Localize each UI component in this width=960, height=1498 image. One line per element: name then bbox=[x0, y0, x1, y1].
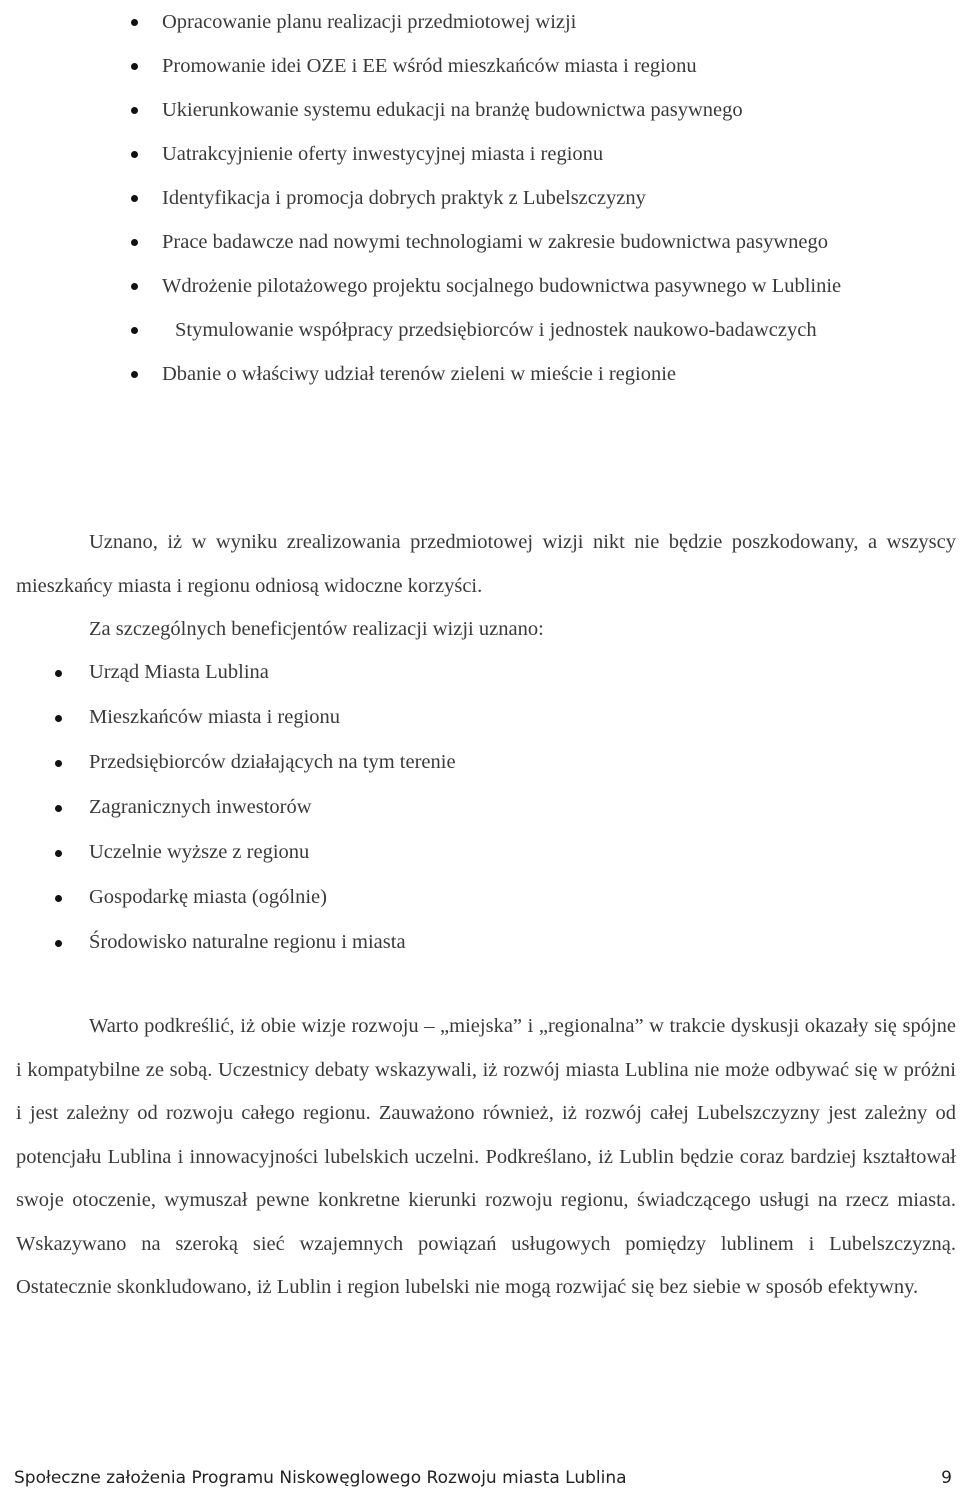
bullet-icon bbox=[131, 371, 138, 378]
paragraph-visions-coherence: Warto podkreślić, iż obie wizje rozwoju – „miejska” i „regionalna” w trakcie dyskusji okazały się spójne i kompatybilne ze sobą. Uczestnicy debaty wskazywali, iż rozwój miasta Lublina nie może odbywać się w próżni i jest zależny od rozwoju całego regionu. Zauważono również, iż rozwój całej Lubelszczyzny jest zależny od potencjału Lublina i innowacyjności lubelskich uczelni. Podkreślano, iż Lublin będzie coraz bardziej kształtował swoje otoczenie, wymuszał pewne konkretne kierunki rozwoju regionu, świadczącego usługi na rzecz miasta. Wskazywano na szeroką sieć wzajemnych powiązań usługowych pomiędzy lublinem i Lubelszczyzną. Ostatecznie skonkludowano, iż Lublin i region lubelski nie mogą rozwijać się bez siebie w sposób efektywny. bbox=[16, 1015, 956, 1298]
bullet-icon bbox=[131, 107, 138, 114]
list-item: Prace badawcze nad nowymi technologiami w zakresie budownictwa pasywnego bbox=[0, 220, 960, 264]
list-item: Uczelnie wyższe z regionu bbox=[0, 830, 960, 875]
page-footer bbox=[14, 1468, 952, 1488]
list-item: Opracowanie planu realizacji przedmiotowej wizji bbox=[0, 0, 960, 44]
footer-title: Społeczne założenia Programu Niskowęglowego Rozwoju miasta Lublina bbox=[14, 1468, 627, 1488]
list-item: Przedsiębiorców działających na tym terenie bbox=[0, 740, 960, 785]
list-item: Ukierunkowanie systemu edukacji na branżę budownictwa pasywnego bbox=[0, 88, 960, 132]
list-item: Wdrożenie pilotażowego projektu socjalnego budownictwa pasywnego w Lublinie bbox=[0, 264, 960, 308]
list-item: Identyfikacja i promocja dobrych praktyk z Lubelszczyzny bbox=[0, 176, 960, 220]
bullet-icon bbox=[55, 940, 62, 947]
bullet-icon bbox=[131, 151, 138, 158]
list-item: Środowisko naturalne regionu i miasta bbox=[0, 920, 960, 965]
bullet-icon bbox=[55, 895, 62, 902]
list-item: Uatrakcyjnienie oferty inwestycyjnej miasta i regionu bbox=[0, 132, 960, 176]
list-item: Mieszkańców miasta i regionu bbox=[0, 695, 960, 740]
bullet-icon bbox=[55, 850, 62, 857]
paragraph-beneficiaries-intro: Za szczególnych beneficjentów realizacji wizji uznano: bbox=[89, 618, 544, 640]
goals-list bbox=[0, 0, 960, 396]
list-item: Zagranicznych inwestorów bbox=[0, 785, 960, 830]
beneficiaries-list bbox=[0, 650, 960, 965]
bullet-icon bbox=[55, 670, 62, 677]
bullet-icon bbox=[131, 327, 138, 334]
list-item: Urząd Miasta Lublina bbox=[0, 650, 960, 695]
bullet-icon bbox=[55, 715, 62, 722]
bullet-icon bbox=[131, 283, 138, 290]
bullet-icon bbox=[131, 63, 138, 70]
paragraph-conclusion: Uznano, iż w wyniku zrealizowania przedmiotowej wizji nikt nie będzie poszkodowany, a wszyscy mieszkańcy miasta i regionu odniosą widoczne korzyści. bbox=[16, 531, 956, 597]
page-number: 9 bbox=[941, 1468, 952, 1488]
bullet-icon bbox=[55, 805, 62, 812]
bullet-icon bbox=[131, 239, 138, 246]
bullet-icon bbox=[131, 195, 138, 202]
list-item: Dbanie o właściwy udział terenów zieleni w mieście i regionie bbox=[0, 352, 960, 396]
list-item: Promowanie idei OZE i EE wśród mieszkańców miasta i regionu bbox=[0, 44, 960, 88]
bullet-icon bbox=[131, 19, 138, 26]
list-item: Stymulowanie współpracy przedsiębiorców i jednostek naukowo-badawczych bbox=[0, 308, 960, 352]
bullet-icon bbox=[55, 760, 62, 767]
list-item: Gospodarkę miasta (ogólnie) bbox=[0, 875, 960, 920]
